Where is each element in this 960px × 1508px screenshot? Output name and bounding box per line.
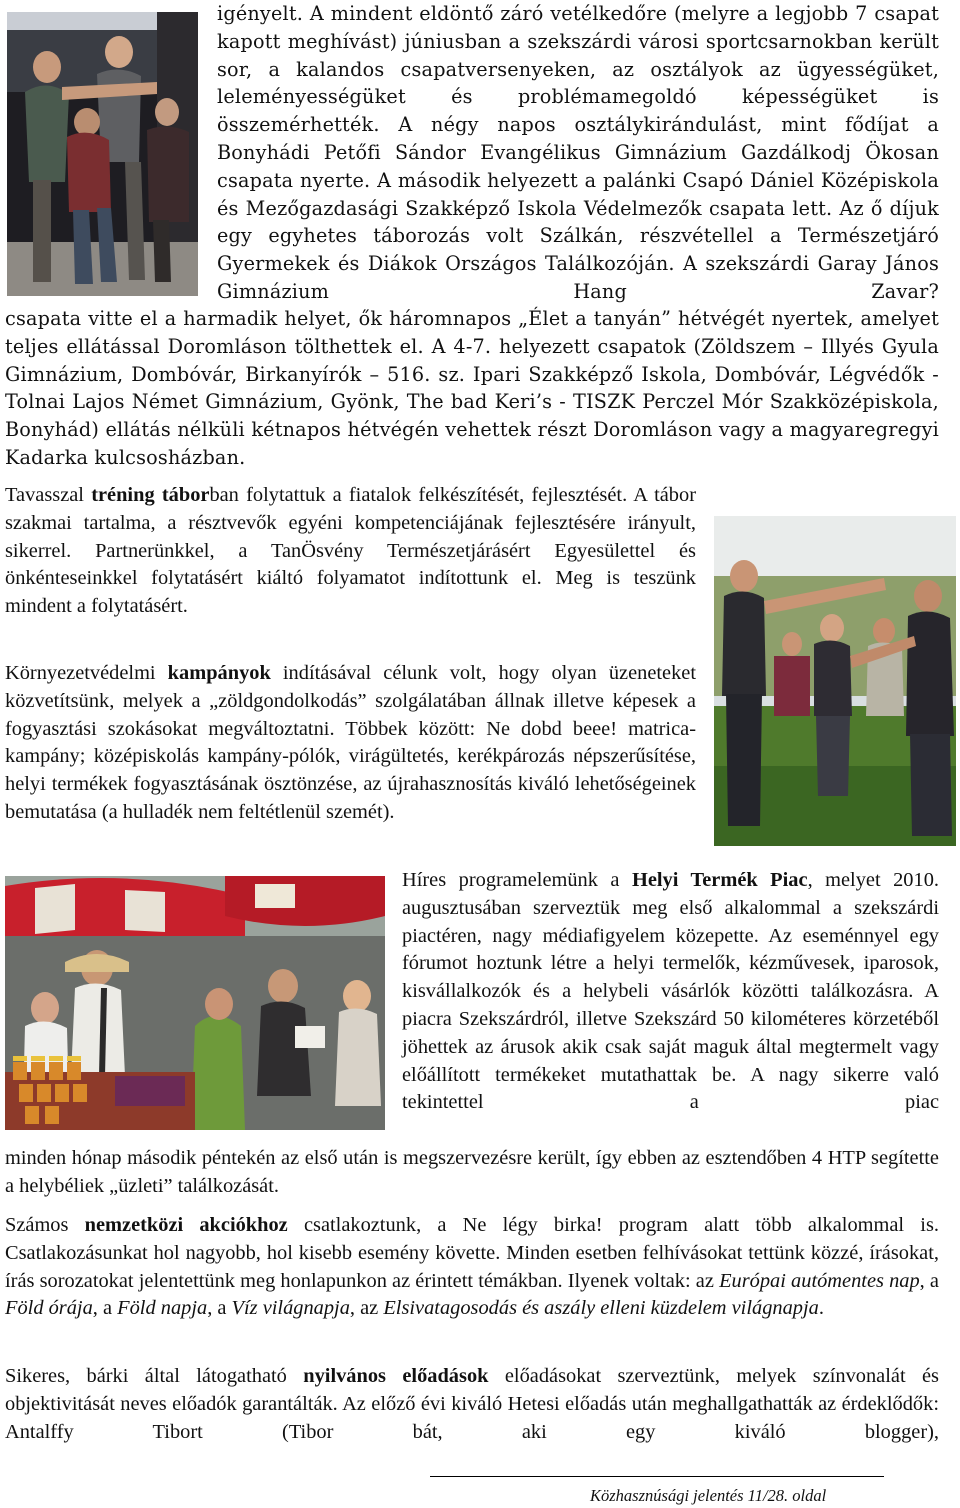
photo-team-building xyxy=(7,12,198,296)
campaigns-body: indításával célunk volt, hogy olyan üzeneteket közvetítsünk, melyek a „zöldgondolkodás” szolgálatában állnak illetve képesek a fogyasztási szokásokat megváltoztatni. Többek között: Ne dobd beee! matrica-kampány; középiskolás kampány-pólók, virágültetés, kerékpározás népszerűsítése, helyi termékek fogyasztásának ösztönzése, az újrahasznosítás kiváló lehetőségeinek bemutatása (a hulladék nem feltétlenül szemét). xyxy=(5,662,696,823)
paragraph-local-market-continued xyxy=(5,1145,939,1201)
international-end: . xyxy=(818,1297,824,1320)
paragraph-public-lectures xyxy=(5,1363,939,1446)
event-earth-hour: Föld órája xyxy=(5,1297,93,1320)
campaigns-keyword: kampányok xyxy=(167,662,271,684)
local-market-continued-text: minden hónap második péntekén az első után is megszervezésre került, így ebben az esztendőben 4 HTP segítette a helybéliek „üzleti” találkozását. xyxy=(5,1147,939,1197)
paragraph-competition-results-continued-text: csapata vitte el a harmadik helyet, ők háromnapos „Élet a tanyán” hétvégét nyertek, amelyet teljes ellátással Doromláson tölthettek el. A 4-7. helyezett csapatok (Zöldszem – Illyés Gyula Gimnázium, Dombóvár, Birkanyírók – 516. sz. Ipari Szakképző Iskola, Dombóvár, Légvédők - Tolnai Lajos Német Gimnázium, Gyönk, The bad Keri’s - TISZK Perczel Mór Szakközépiskola, Bonyhád) ellátás nélküli kétnapos hétvégén vehettek részt Doromláson vagy a magyaregregyi Kadarka kulcsosházban. xyxy=(5,307,939,469)
training-camp-keyword: tréning tábor xyxy=(91,484,210,506)
international-sep-3: , a xyxy=(207,1297,232,1320)
international-keyword: nemzetközi akciókhoz xyxy=(84,1214,288,1236)
event-earth-day: Föld napja xyxy=(117,1297,208,1320)
international-intro: Számos xyxy=(5,1214,85,1236)
local-market-keyword: Helyi Termék Piac xyxy=(631,869,808,891)
paragraph-competition-results-continued xyxy=(5,305,939,472)
campaigns-intro: Környezetvédelmi xyxy=(5,662,168,684)
footer-rule xyxy=(430,1476,884,1477)
local-market-body: , melyet 2010. augusztusában szerveztük meg első alkalommal a szekszárdi piactéren, nagy médiafigyelem közepette. Az eseménnyel egy fórumot hoztunk létre a helyi termelők, kézművesek, iparosok, kisvállalkozók és a helybeli vásárlók közötti találkozásra. A piacra Szekszárdról, illetve Szekszárd 50 kilométeres körzetéből jöhettek az árusok akik csak saját maguk által megtermelt vagy előállított termékeket mutathattak be. A nagy sikerre való tekintettel a piac xyxy=(402,869,939,1114)
paragraph-training-camp xyxy=(5,482,696,621)
paragraph-international-actions xyxy=(5,1212,939,1323)
paragraph-competition-results-text: igényelt. A mindent eldöntő záró vetélkedőre (melyre a legjobb 7 csapat kapott meghívást) júniusban a szekszárdi városi sportcsarnokban került sor, a kalandos csapatversenyeken, az osztályok az ügyességüket, leleményességüket és problémamegoldó képességüket is összemérhették. A négy napos osztálykirándulást, mint fődíjat a Bonyhádi Petőfi Sándor Evangélikus Gimnázium Gazdálkodj Ökosan csapata nyerte. A második helyezett a palánki Csapó Dániel Középiskola és Mezőgazdasági Szakképző Iskola Védelmezők csapata lett. Az ő díjuk egy egyhetes táborozás volt Szálkán, részvétellel a Természetjáró Gyermekek és Diákok Országos Találkozóján. A szekszárdi Garay János Gimnázium Hang Zavar? xyxy=(217,2,939,303)
local-market-intro: Híres programelemünk a xyxy=(402,869,632,891)
international-body-1: csatlakoztunk, a Ne légy birka! program alatt több alkalommal is. Csatlakozásunkat hol nagyobb, hol kisebb esemény követte. Minden esetben felhívásokat tettünk közzé, írásokat, írás sorozatokat jelentettünk meg honlapunkon az érintett témákban. Ilyenek voltak: az xyxy=(5,1214,940,1292)
photo-outdoor-group-image xyxy=(714,516,956,846)
paragraph-campaigns xyxy=(5,660,696,827)
paragraph-local-market xyxy=(402,867,939,1117)
public-lectures-intro: Sikeres, bárki által látogatható xyxy=(5,1365,304,1387)
event-desertification-day: Elsivatagosodás és aszály elleni küzdelem világnapja xyxy=(383,1297,819,1320)
paragraph-competition-results xyxy=(217,0,939,306)
page-footer: Közhasznúsági jelentés 11/28. oldal xyxy=(590,1486,827,1505)
photo-local-market xyxy=(5,876,385,1130)
international-sep-1: , a xyxy=(919,1269,939,1292)
photo-outdoor-group xyxy=(714,516,956,846)
international-sep-4: , az xyxy=(349,1297,384,1320)
training-camp-intro: Tavasszal xyxy=(5,484,92,506)
event-water-day: Víz világnapja xyxy=(231,1297,350,1320)
photo-team-building-image xyxy=(7,12,198,296)
public-lectures-body: előadásokat szerveztünk, melyek színvonalát és objektivitását neves előadók garantálták. Az előző évi kiváló Hetesi előadás után meghallgathatták az érdeklődők: Antalffy Tibort (Tibor bát, aki egy kiváló blogger), xyxy=(5,1365,939,1443)
international-sep-2: , a xyxy=(92,1297,118,1320)
public-lectures-keyword: nyilvános előadások xyxy=(303,1365,489,1387)
training-camp-body: ban folytattuk a fiatalok felkészítését, fejlesztését. A tábor szakmai tartalma, a résztvevők egyéni kompetenciájának fejlesztésére irányult, sikerrel. Partnerünkkel, a TanÖsvény Természetjárásért Egyesülettel és önkénteseinkkel folytatásért kiáltó folyamatot indítottunk el. Meg is teszünk mindent a folytatásért. xyxy=(5,484,696,618)
photo-local-market-image xyxy=(5,876,385,1130)
event-car-free-day: Európai autómentes nap xyxy=(719,1269,920,1292)
